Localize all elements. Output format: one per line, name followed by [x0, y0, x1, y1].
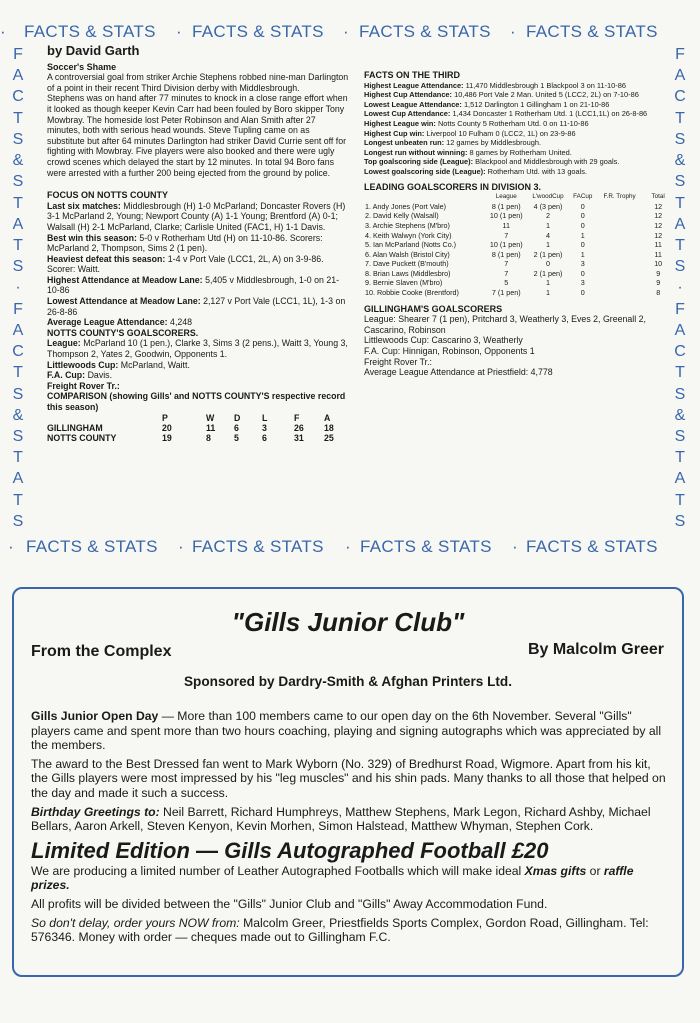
side-letter: A [12, 215, 24, 233]
scorer-cell: 12 [654, 230, 663, 240]
gills-scorers-heading: GILLINGHAM'S GOALSCORERS [364, 303, 503, 314]
comparison-table [47, 413, 344, 444]
scorers-table [364, 192, 674, 298]
side-letter: S [674, 427, 686, 445]
fact-item: Top goalscoring side (League): Blackpool and Middlesbrough with 29 goals. [364, 157, 620, 167]
scorer-cell: 7 [504, 259, 509, 269]
scorer-cell: 2 (1 pen) [533, 249, 563, 259]
comparison-row [47, 423, 344, 433]
fact-item: Highest Cup Attendance: 10,486 Port Vale 2 Man. United 5 (LCC2, 2L) on 7-10-86 [364, 90, 639, 100]
scorer-row [364, 259, 674, 269]
band-text: FACTS & STATS [526, 22, 658, 41]
scorers-header-row [364, 192, 674, 202]
side-letter: T [675, 194, 685, 212]
scorer-cell: 1. Andy Jones (Port Vale) [365, 201, 446, 211]
scorer-cell: 3 [580, 259, 585, 269]
scorer-cell: 9 [656, 268, 661, 278]
scorer-cell: 9 [656, 278, 661, 288]
side-letter: A [12, 470, 24, 488]
scorer-cell: 11 [502, 220, 510, 230]
side-letter: · [15, 279, 21, 297]
bottom-band [0, 537, 700, 557]
scorer-cell: 10 (1 pen) [489, 211, 523, 221]
scorer-cell: 11 [654, 240, 662, 250]
cmp-header: P [162, 412, 168, 423]
side-letter: C [12, 343, 24, 361]
cmp-header: D [234, 412, 241, 423]
scorer-cell [597, 250, 643, 260]
cmp-cell: 8 [206, 433, 211, 444]
side-letter: · [677, 279, 683, 297]
focus-heading: FOCUS ON NOTTS COUNTY [47, 190, 168, 201]
scorer-cell: 3 [580, 278, 585, 288]
comparison-row [47, 433, 344, 443]
scorer-cell: 1 [580, 249, 585, 259]
band-sep: · [178, 537, 184, 556]
notts-league-scorers: League: McParland 10 (1 pen.), Clarke 3, Sims 3 (2 pens.), Waitt 3, Young 3, Thompson 2, Yates 2, Goodwin, Opponents 1. [47, 338, 348, 360]
gills-average-attendance: Average League Attendance at Priestfield: 4,778 [364, 367, 553, 378]
scorer-col-header: FACup [573, 193, 593, 201]
cmp-header: A [324, 412, 331, 423]
band-text: FACTS & STATS [192, 22, 324, 41]
side-letter: S [12, 512, 24, 530]
scorer-cell: 10. Robbie Cooke (Brentford) [365, 288, 459, 298]
cmp-cell: 26 [294, 423, 304, 433]
side-letter: F [13, 46, 23, 63]
band-text: FACTS & STATS [360, 537, 492, 556]
scorer-cell: 0 [580, 211, 585, 221]
side-letter: S [674, 258, 686, 276]
scorer-row [364, 250, 674, 260]
scorer-cell: 11 [654, 249, 662, 259]
side-letter: T [675, 491, 685, 509]
lowest-attendance: Lowest Attendance at Meadow Lane: 2,127 v Port Vale (LCC1, 1L), 1-3 on 26-8-86 [47, 296, 346, 317]
scorer-cell: 8. Brian Laws (Middlesbro) [365, 268, 451, 278]
scorer-row [364, 221, 674, 231]
scorer-cell: 1 [580, 230, 585, 240]
open-day-paragraph: Gills Junior Open Day — More than 100 members came to our open day on the 6th November. Several "Gills" players came and spent more than two hours coaching, playing and signing autographs which was appreciated by all the members. [31, 709, 662, 753]
side-letter: T [13, 109, 23, 127]
scorer-cell: 0 [546, 259, 550, 269]
gills-facup-scorers: F.A. Cup: Hinnigan, Robinson, Opponents 1 [364, 346, 535, 357]
club-title: "Gills Junior Club" [231, 607, 465, 637]
scorer-cell: 0 [580, 268, 585, 278]
band-text: FACTS & STATS [26, 537, 158, 556]
side-letter: S [12, 258, 24, 276]
scorer-cell [597, 278, 643, 288]
side-letter: T [675, 236, 685, 254]
limited-edition-paragraph: We are producing a limited number of Leather Autographed Footballs which will make ideal Xmas gifts or raffle prizes. [31, 863, 634, 893]
scorer-cell [597, 240, 643, 250]
cmp-cell: 18 [324, 423, 334, 433]
band-sep: · [343, 22, 349, 41]
scorer-cell: 1 [546, 240, 550, 250]
scorer-cell [597, 211, 643, 221]
side-letter: S [674, 512, 686, 530]
band-text: FACTS & STATS [192, 537, 324, 556]
shame-paragraph-1: A controversial goal from striker Archie Stephens robbed nine-man Darlington of a point in their recent Third Division derby with Middlesbrough. [47, 72, 349, 93]
cmp-cell: 19 [162, 433, 172, 444]
order-paragraph: So don't delay, order yours NOW from: Malcolm Greer, Priestfields Sports Complex, Gordon Road, Gillingham. Tel: 576346. Money with order — cheques made out to Gillingham F.C. [31, 915, 649, 945]
junior-club-box [12, 587, 684, 977]
side-letter: T [13, 364, 23, 382]
cmp-cell: 6 [234, 423, 239, 433]
side-letter: T [13, 449, 23, 467]
side-letter: A [674, 215, 686, 233]
scorer-cell: 4 [546, 230, 550, 240]
scorer-row [364, 211, 674, 221]
third-heading: FACTS ON THE THIRD [364, 70, 460, 80]
scorer-cell: 0 [580, 201, 585, 211]
cmp-header: L [262, 412, 268, 423]
side-letter: A [12, 67, 24, 85]
birthday-paragraph: Birthday Greetings to: Neil Barrett, Richard Humphreys, Matthew Stephens, Mark Legon, Richard Ashby, Michael Bellars, Aaron Arkell, Steven Kenyon, Kevin Morhen, Simon Halstead, Matthew Whyman, Stephen Cork. [31, 804, 651, 834]
side-letter: S [12, 130, 24, 148]
average-attendance: Average League Attendance: 4,248 [47, 317, 193, 328]
cmp-team: NOTTS COUNTY [47, 433, 117, 444]
scorer-cell: 2 (1 pen) [533, 268, 563, 278]
comparison-header-row [47, 413, 344, 423]
cmp-header: W [206, 412, 215, 423]
side-letter: S [674, 385, 686, 403]
cmp-cell: 5 [234, 433, 239, 444]
scorer-cell: 12 [654, 220, 663, 230]
side-letter: C [12, 88, 24, 106]
side-letter: & [674, 406, 686, 424]
band-sep: · [510, 22, 516, 41]
side-letters-left [10, 46, 26, 531]
scorer-cell: 9. Bernie Slaven (M'bro) [365, 278, 443, 288]
cmp-cell: 3 [262, 423, 267, 433]
scorer-col-header: Total [651, 193, 665, 201]
side-letter: A [12, 321, 24, 339]
shame-heading: Soccer's Shame [47, 61, 117, 72]
fact-item: Longest run without winning: 8 games by Rotherham United. [364, 147, 572, 157]
last-six-matches: Last six matches: Middlesbrough (H) 1-0 McParland; Doncaster Rovers (H) 3-1 McParland 2, Young; Newport County (A) 1-1 Young; Brentford (A) 0-1; Walsall (H) 2-1 McParland, Clarke; Carlisle United (FAC1, H) 1-1 Davis. [47, 200, 346, 232]
band-sep: · [512, 537, 518, 556]
scorer-cell [597, 202, 643, 212]
highest-attendance: Highest Attendance at Meadow Lane: 5,405 v Middlesbrough, 1-0 on 21-10-86 [47, 274, 340, 296]
heaviest-defeat: Heaviest defeat this season: 1-4 v Port Vale (LCC1, 2L, A) on 3-9-86. Scorer: Waitt. [47, 253, 324, 275]
side-letter: T [675, 364, 685, 382]
scorer-cell: 5 [504, 278, 509, 288]
scorer-cell: 2. David Kelly (Walsall) [365, 211, 439, 221]
scorer-row [364, 269, 674, 279]
side-letters-right [672, 46, 688, 531]
band-text: FACTS & STATS [526, 537, 658, 556]
fact-item: Highest League Attendance: 11,470 Middlesbrough 1 Blackpool 3 on 11-10-86 [364, 80, 626, 90]
scorer-row [364, 278, 674, 288]
gills-league-scorers: League: Shearer 7 (1 pen), Pritchard 3, Weatherly 3, Eves 2, Greenall 2, Cascarino, Robinson [364, 314, 646, 335]
scorer-cell [597, 231, 643, 241]
scorer-cell: 2 [546, 211, 550, 221]
club-body [31, 709, 667, 949]
fact-item: Longest unbeaten run: 12 games by Middlesbrough. [364, 138, 542, 148]
scorer-col-header: L'woodCup [532, 193, 564, 201]
scorer-cell: 0 [580, 240, 585, 250]
scorer-cell: 8 (1 pen) [491, 249, 521, 259]
side-letter: A [674, 470, 686, 488]
scorer-cell: 10 [654, 259, 663, 269]
notts-freight-rover: Freight Rover Tr.: [47, 380, 120, 391]
scorer-cell [597, 288, 643, 298]
scorer-cell [597, 221, 643, 231]
scorer-cell: 7 [504, 230, 509, 240]
scorer-cell: 3. Archie Stephens (M'bro) [365, 220, 450, 230]
club-from-heading: From the Complex [31, 643, 172, 660]
cmp-cell: 6 [262, 433, 267, 444]
scorer-cell: 4. Keith Walwyn (York City) [365, 230, 452, 240]
scorer-cell: 1 [546, 220, 550, 230]
right-column [364, 70, 670, 378]
gills-freight-rover: Freight Rover Tr.: [364, 356, 432, 367]
side-letter: S [12, 385, 24, 403]
profits-paragraph: All profits will be divided between the "Gills" Junior Club and "Gills" Away Accommodation Fund. [31, 896, 548, 911]
side-letter: T [675, 109, 685, 127]
scorer-row [364, 288, 674, 298]
award-paragraph: The award to the Best Dressed fan went to Mark Wyborn (No. 329) of Bredhurst Road, Wigmore. Apart from his kit, the Gills players were most impressed by his "leg muscles" and his shin pads. Many thanks to all those that helped on the day and made it such a success. [31, 756, 666, 800]
notts-littlewoods-scorers: Littlewoods Cup: McParland, Waitt. [47, 359, 190, 370]
band-sep: · [345, 537, 351, 556]
fact-item: Highest Cup win: Liverpool 10 Fulham 0 (LCC2, 1L) on 23-9-86 [364, 128, 576, 138]
side-letter: S [674, 173, 686, 191]
best-win: Best win this season: 5-0 v Rotherham Utd (H) on 11-10-86. Scorers: McParland 2, Thompson, Sims 2 (1 pen). [47, 232, 323, 254]
scorer-cell: 0 [580, 220, 585, 230]
facts-list [364, 81, 670, 177]
side-letter: & [12, 406, 24, 424]
band-text: FACTS & STATS [24, 22, 156, 41]
gills-littlewoods-scorers: Littlewoods Cup: Cascarino 3, Weatherly [364, 335, 523, 346]
scorer-col-header: League [495, 193, 517, 201]
scorer-cell: 12 [654, 201, 663, 211]
cmp-cell: 11 [206, 423, 216, 433]
notts-facup-scorers: F.A. Cup: Davis. [47, 370, 113, 381]
scorer-cell: 7 (1 pen) [491, 288, 521, 298]
scorer-cell: 5. Ian McParland (Notts Co.) [365, 240, 457, 250]
side-letter: & [674, 152, 686, 170]
side-letter: S [674, 130, 686, 148]
side-letter: A [674, 321, 686, 339]
side-letter: A [674, 67, 686, 85]
side-letter: T [13, 491, 23, 509]
scorer-cell: 7. Dave Puckett (B'mouth) [365, 259, 449, 269]
scorer-cell: 0 [580, 288, 585, 298]
scorer-cell: 10 (1 pen) [489, 240, 523, 250]
band-sep: · [8, 537, 14, 556]
scorer-cell: 12 [654, 211, 663, 221]
side-letter: F [13, 300, 23, 318]
cmp-cell: 20 [162, 423, 172, 433]
scorer-col-header: F.R. Trophy [603, 193, 636, 201]
side-letter: C [674, 88, 686, 106]
side-letter: & [12, 152, 24, 170]
scorer-cell: 1 [546, 278, 550, 288]
side-letter: T [13, 236, 23, 254]
cmp-header: F [294, 412, 300, 423]
scorer-cell: 8 [656, 288, 661, 298]
scorer-cell: 7 [504, 268, 509, 278]
scorer-cell [597, 269, 643, 279]
limited-edition-heading: Limited Edition — Gills Autographed Football £20 [31, 837, 549, 863]
scorer-cell [597, 259, 643, 269]
fact-item: Highest League win: Notts County 5 Rotherham Utd. 0 on 11-10-86 [364, 118, 589, 128]
fact-item: Lowest League Attendance: 1,512 Darlington 1 Gillingham 1 on 21-10-86 [364, 99, 610, 109]
fact-item: Lowest goalscoring side (League): Rotherham Utd. with 13 goals. [364, 166, 588, 176]
side-letter: F [675, 46, 685, 63]
scorer-cell: 4 (3 pen) [533, 201, 563, 211]
notts-goalscorers-heading: NOTTS COUNTY'S GOALSCORERS. [47, 327, 199, 338]
band-sep: · [0, 22, 6, 41]
scorer-cell: 1 [546, 288, 550, 298]
band-text: FACTS & STATS [359, 22, 491, 41]
side-letter: T [675, 449, 685, 467]
comparison-heading: COMPARISON (showing Gills' and NOTTS COUNTY'S respective record this season) [47, 391, 346, 412]
scorer-cell: 6. Alan Walsh (Bristol City) [365, 249, 450, 259]
shame-paragraph-2: Stephens was on hand after 77 minutes to knock in a close range effort when it looked as though keeper Kevin Carr had been fouled by Boro skipper Tony Mowbray. The homeside lost Peter Robinson and Alan Smith after 27 minutes, both with serious head wounds. Steve Tupling came on as substitute but after 64 minutes Darlington had striker David Currie sent off for fighting with Mowbray. Five players were also booked and there were ugly crowd scenes which delayed the start by 12 minutes. In total 94 Boro fans were arrested with a further 200 being ejected from the ground by police. [47, 93, 348, 178]
scorer-row [364, 202, 674, 212]
scorer-cell: 8 (1 pen) [491, 201, 521, 211]
cmp-cell: 31 [294, 433, 304, 444]
side-letter: T [13, 194, 23, 212]
side-letter: S [12, 427, 24, 445]
fact-item: Lowest Cup Attendance: 1,434 Doncaster 1 Rotherham Utd. 1 (LCC1,1L) on 26-8-86 [364, 109, 648, 119]
club-sponsor: Sponsored by Dardry-Smith & Afghan Printers Ltd. [183, 674, 513, 689]
leading-scorers-heading: LEADING GOALSCORERS IN DIVISION 3. [364, 181, 542, 192]
scorer-row [364, 240, 674, 250]
side-letter: C [674, 343, 686, 361]
scorer-row [364, 231, 674, 241]
band-sep: · [176, 22, 182, 41]
top-band [0, 22, 700, 42]
side-letter: S [12, 173, 24, 191]
cmp-cell: 25 [324, 433, 334, 444]
side-letter: F [675, 300, 685, 318]
left-column [47, 43, 349, 444]
byline: by David Garth [47, 43, 140, 58]
club-author: By Malcolm Greer [527, 641, 664, 658]
cmp-team: GILLINGHAM [47, 423, 103, 433]
